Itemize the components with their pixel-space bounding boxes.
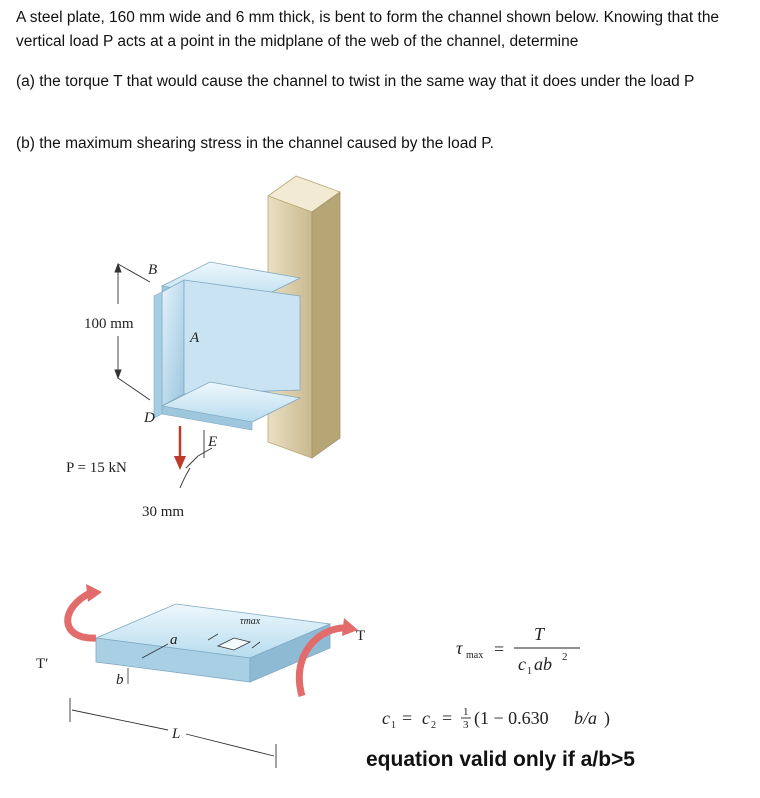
equation-tau-max xyxy=(456,624,580,677)
eq-b-over-a: b/a xyxy=(574,708,598,728)
label-B: B xyxy=(148,262,158,278)
label-E: E xyxy=(208,434,218,450)
label-a: a xyxy=(170,632,178,648)
eq-den-c-sub: 1 xyxy=(527,666,532,677)
part-b-text: (b) the maximum shearing stress in the channel caused by the load P. xyxy=(16,135,494,152)
eq-tau-sub: max xyxy=(466,650,484,661)
eq-equals: = xyxy=(494,639,505,659)
channel-section xyxy=(154,262,300,430)
eq-den-ab: ab xyxy=(534,654,552,674)
eq-paren-close: ) xyxy=(604,708,610,728)
eq-c2: c xyxy=(422,708,430,728)
eq-eq1: = xyxy=(402,708,413,728)
problem-statement: A steel plate, 160 mm wide and 6 mm thick, is bent to form the channel shown below. Knowing that the vertical load P acts at a point in the midplane of the web of the channel, determine xyxy=(16,9,720,50)
part-a-text: (a) the torque T that would cause the channel to twist in the same way that it does under the load P xyxy=(16,73,695,90)
eq-numerator: T xyxy=(534,624,545,644)
eq-frac-den: 3 xyxy=(463,719,469,731)
label-A: A xyxy=(190,330,200,346)
eq-den-exp: 2 xyxy=(562,651,568,663)
eq-den-c: c xyxy=(518,654,526,674)
validity-note: equation valid only if a/b>5 xyxy=(366,748,635,771)
dimension-100mm xyxy=(115,264,150,400)
channel-figure xyxy=(0,168,760,742)
dim-30mm-label: 30 mm xyxy=(142,504,185,520)
bar-figure xyxy=(96,604,330,682)
dim-100mm-label: 100 mm xyxy=(84,316,134,332)
eq-eq2: = xyxy=(442,708,453,728)
eq-tau: τ xyxy=(456,638,463,658)
eq-paren-open: (1 − 0.630 xyxy=(474,708,549,728)
label-L: L xyxy=(172,726,181,742)
equation-c1-c2 xyxy=(382,706,610,731)
label-D: D xyxy=(144,410,155,426)
label-b: b xyxy=(116,672,124,688)
eq-c2-sub: 2 xyxy=(431,720,436,731)
label-tau-max: τmax xyxy=(240,616,261,627)
label-T: T xyxy=(356,628,366,644)
eq-c1: c xyxy=(382,708,390,728)
eq-frac-num: 1 xyxy=(463,706,469,718)
eq-c1-sub: 1 xyxy=(391,720,396,731)
label-T-prime: T′ xyxy=(36,656,49,672)
load-label: P = 15 kN xyxy=(66,460,127,476)
load-arrow xyxy=(174,426,186,470)
torque-arrow-left xyxy=(68,584,102,638)
